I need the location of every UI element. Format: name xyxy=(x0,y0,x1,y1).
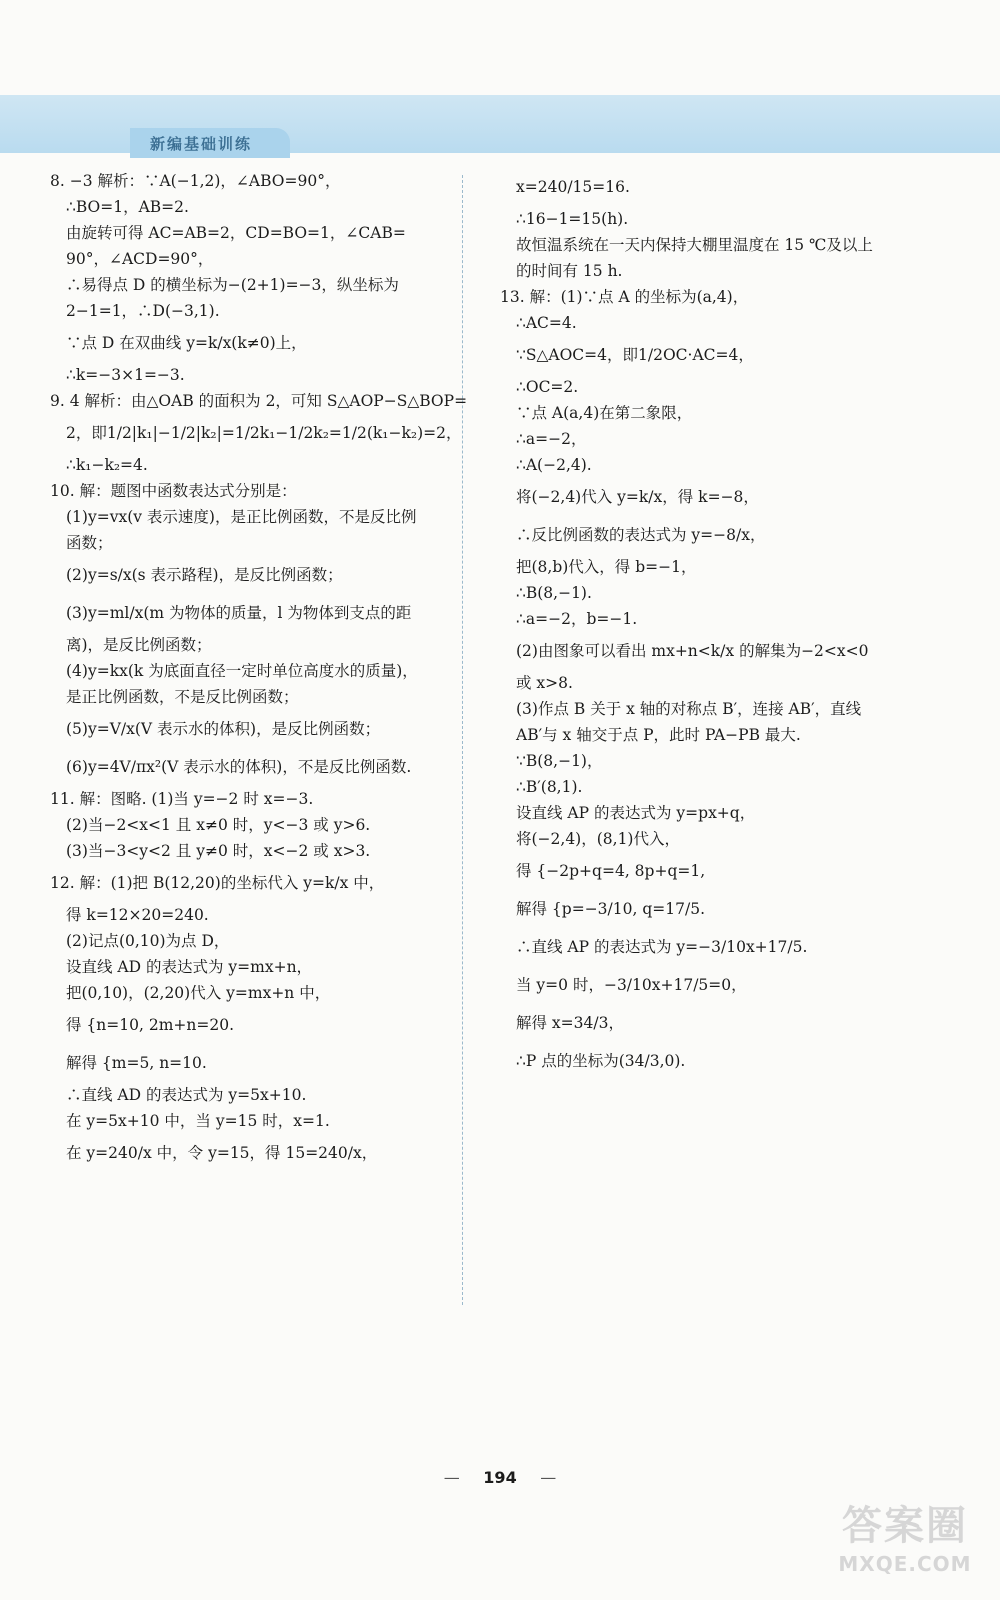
answer-line: AB′与 x 轴交于点 P，此时 PA−PB 最大. xyxy=(516,726,801,744)
answer-line: 得 {n=10, 2m+n=20. xyxy=(66,1016,235,1034)
answer-line: 2−1=1，∴D(−3,1). xyxy=(66,302,220,320)
answer-line: (1)y=vx(v 表示速度)，是正比例函数，不是反比例 xyxy=(66,508,417,526)
answer-line: ∴A(−2,4). xyxy=(516,456,592,474)
answer-line: (2)y=s/x(s 表示路程)，是反比例函数； xyxy=(66,566,343,584)
answer-line: x=240/15=16. xyxy=(516,178,630,196)
answer-line: ∴AC=4. xyxy=(516,314,577,332)
answer-line: ∵B(8,−1)， xyxy=(516,752,603,770)
answer-line: (4)y=kx(k 为底面直径一定时单位高度水的质量)， xyxy=(66,662,418,680)
answer-line: 设直线 AP 的表达式为 y=px+q， xyxy=(516,804,756,822)
answer-line: ∴易得点 D 的横坐标为−(2+1)=−3，纵坐标为 xyxy=(66,276,399,294)
answer-line: (5)y=V/x(V 表示水的体积)，是反比例函数； xyxy=(66,720,381,738)
page-number: 194 xyxy=(483,1468,517,1487)
answer-line: 9. 4 解析：由△OAB 的面积为 2，可知 S△AOP−S△BOP= xyxy=(50,392,468,410)
answer-line: 的时间有 15 h. xyxy=(516,262,623,280)
answer-line: 或 x>8. xyxy=(516,674,573,692)
answer-line: ∵S△AOC=4，即1/2OC·AC=4， xyxy=(516,346,754,364)
answer-line: 12. 解：(1)把 B(12,20)的坐标代入 y=k/x 中， xyxy=(50,874,385,892)
answer-line: ∴直线 AP 的表达式为 y=−3/10x+17/5. xyxy=(516,938,808,956)
answer-line: 8. −3 解析：∵A(−1,2)，∠ABO=90°， xyxy=(50,172,341,190)
answer-line: 解得 {m=5, n=10. xyxy=(66,1054,207,1072)
answer-line: 13. 解：(1)∵点 A 的坐标为(a,4)， xyxy=(500,288,749,306)
right-column xyxy=(500,168,900,1080)
answer-line: ∵点 A(a,4)在第二象限， xyxy=(516,404,693,422)
answer-line: (2)由图象可以看出 mx+n<k/x 的解集为−2<x<0 xyxy=(516,642,869,660)
answer-line: 10. 解：题图中函数表达式分别是： xyxy=(50,482,297,500)
answer-line: (3)y=ml/x(m 为物体的质量，l 为物体到支点的距 xyxy=(66,604,412,622)
header-title: 新编基础训练 xyxy=(150,135,253,153)
answer-line: 90°，∠ACD=90°， xyxy=(66,250,214,268)
watermark-url: MXQE.COM xyxy=(838,1552,972,1576)
answer-line: 在 y=5x+10 中，当 y=15 时，x=1. xyxy=(66,1112,330,1130)
answer-line: 把(8,b)代入，得 b=−1， xyxy=(516,558,697,576)
answer-line: 11. 解：图略. (1)当 y=−2 时 x=−3. xyxy=(50,790,314,808)
answer-line: 函数； xyxy=(66,534,113,552)
answer-line: (2)记点(0,10)为点 D， xyxy=(66,932,230,950)
answer-line: ∴k=−3×1=−3. xyxy=(66,366,185,384)
answer-line: 在 y=240/x 中，令 y=15，得 15=240/x， xyxy=(66,1144,378,1162)
watermark xyxy=(820,1500,990,1590)
answer-line: 把(0,10)，(2,20)代入 y=mx+n 中， xyxy=(66,984,331,1002)
answer-line: ∴16−1=15(h). xyxy=(516,210,629,228)
answer-line: ∴k₁−k₂=4. xyxy=(66,456,148,474)
page-number-dash: — xyxy=(443,1468,460,1487)
column-divider xyxy=(462,175,463,1305)
answer-line: 解得 x=34/3， xyxy=(516,1014,624,1032)
answer-line: 解得 {p=−3/10, q=17/5. xyxy=(516,900,705,918)
answer-line: 将(−2,4)，(8,1)代入， xyxy=(516,830,680,848)
watermark-logo: 答案圈 xyxy=(842,1503,968,1549)
left-column xyxy=(50,168,468,1172)
answer-line: (3)作点 B 关于 x 轴的对称点 B′，连接 AB′，直线 xyxy=(516,700,862,718)
answer-line: 是正比例函数，不是反比例函数； xyxy=(66,688,299,706)
answer-line: 当 y=0 时，−3/10x+17/5=0， xyxy=(516,976,747,994)
answer-line: ∴直线 AD 的表达式为 y=5x+10. xyxy=(66,1086,307,1104)
answer-line: ∴BO=1，AB=2. xyxy=(66,198,189,216)
answer-line: 得 {−2p+q=4, 8p+q=1, xyxy=(516,862,706,880)
answer-line: ∴P 点的坐标为(34/3,0). xyxy=(516,1052,686,1070)
answer-line: 故恒温系统在一天内保持大棚里温度在 15 ℃及以上 xyxy=(516,236,873,254)
answer-line: ∴a=−2， xyxy=(516,430,587,448)
page-number-dash: — xyxy=(540,1468,557,1487)
answer-line: 设直线 AD 的表达式为 y=mx+n， xyxy=(66,958,313,976)
answer-line: 离)，是反比例函数； xyxy=(66,636,212,654)
answer-line: ∴B(8,−1). xyxy=(516,584,592,602)
answer-line: (6)y=4V/πx²(V 表示水的体积)，不是反比例函数. xyxy=(66,758,412,776)
answer-line: 由旋转可得 AC=AB=2，CD=BO=1，∠CAB= xyxy=(66,224,406,242)
answer-line: ∴B′(8,1). xyxy=(516,778,583,796)
page-number-row xyxy=(0,1468,1000,1487)
answer-line: (2)当−2<x<1 且 x≠0 时，y<−3 或 y>6. xyxy=(66,816,371,834)
answer-line: ∴a=−2，b=−1. xyxy=(516,610,638,628)
answer-line: ∵点 D 在双曲线 y=k/x(k≠0)上， xyxy=(66,334,307,352)
answer-line: 将(−2,4)代入 y=k/x，得 k=−8， xyxy=(516,488,759,506)
answer-line: 得 k=12×20=240. xyxy=(66,906,209,924)
answer-line: (3)当−3<y<2 且 y≠0 时，x<−2 或 x>3. xyxy=(66,842,371,860)
answer-line: ∴反比例函数的表达式为 y=−8/x， xyxy=(516,526,766,544)
answer-line: ∴OC=2. xyxy=(516,378,579,396)
answer-line: 2，即1/2|k₁|−1/2|k₂|=1/2k₁−1/2k₂=1/2(k₁−k₂)=2， xyxy=(66,424,462,442)
